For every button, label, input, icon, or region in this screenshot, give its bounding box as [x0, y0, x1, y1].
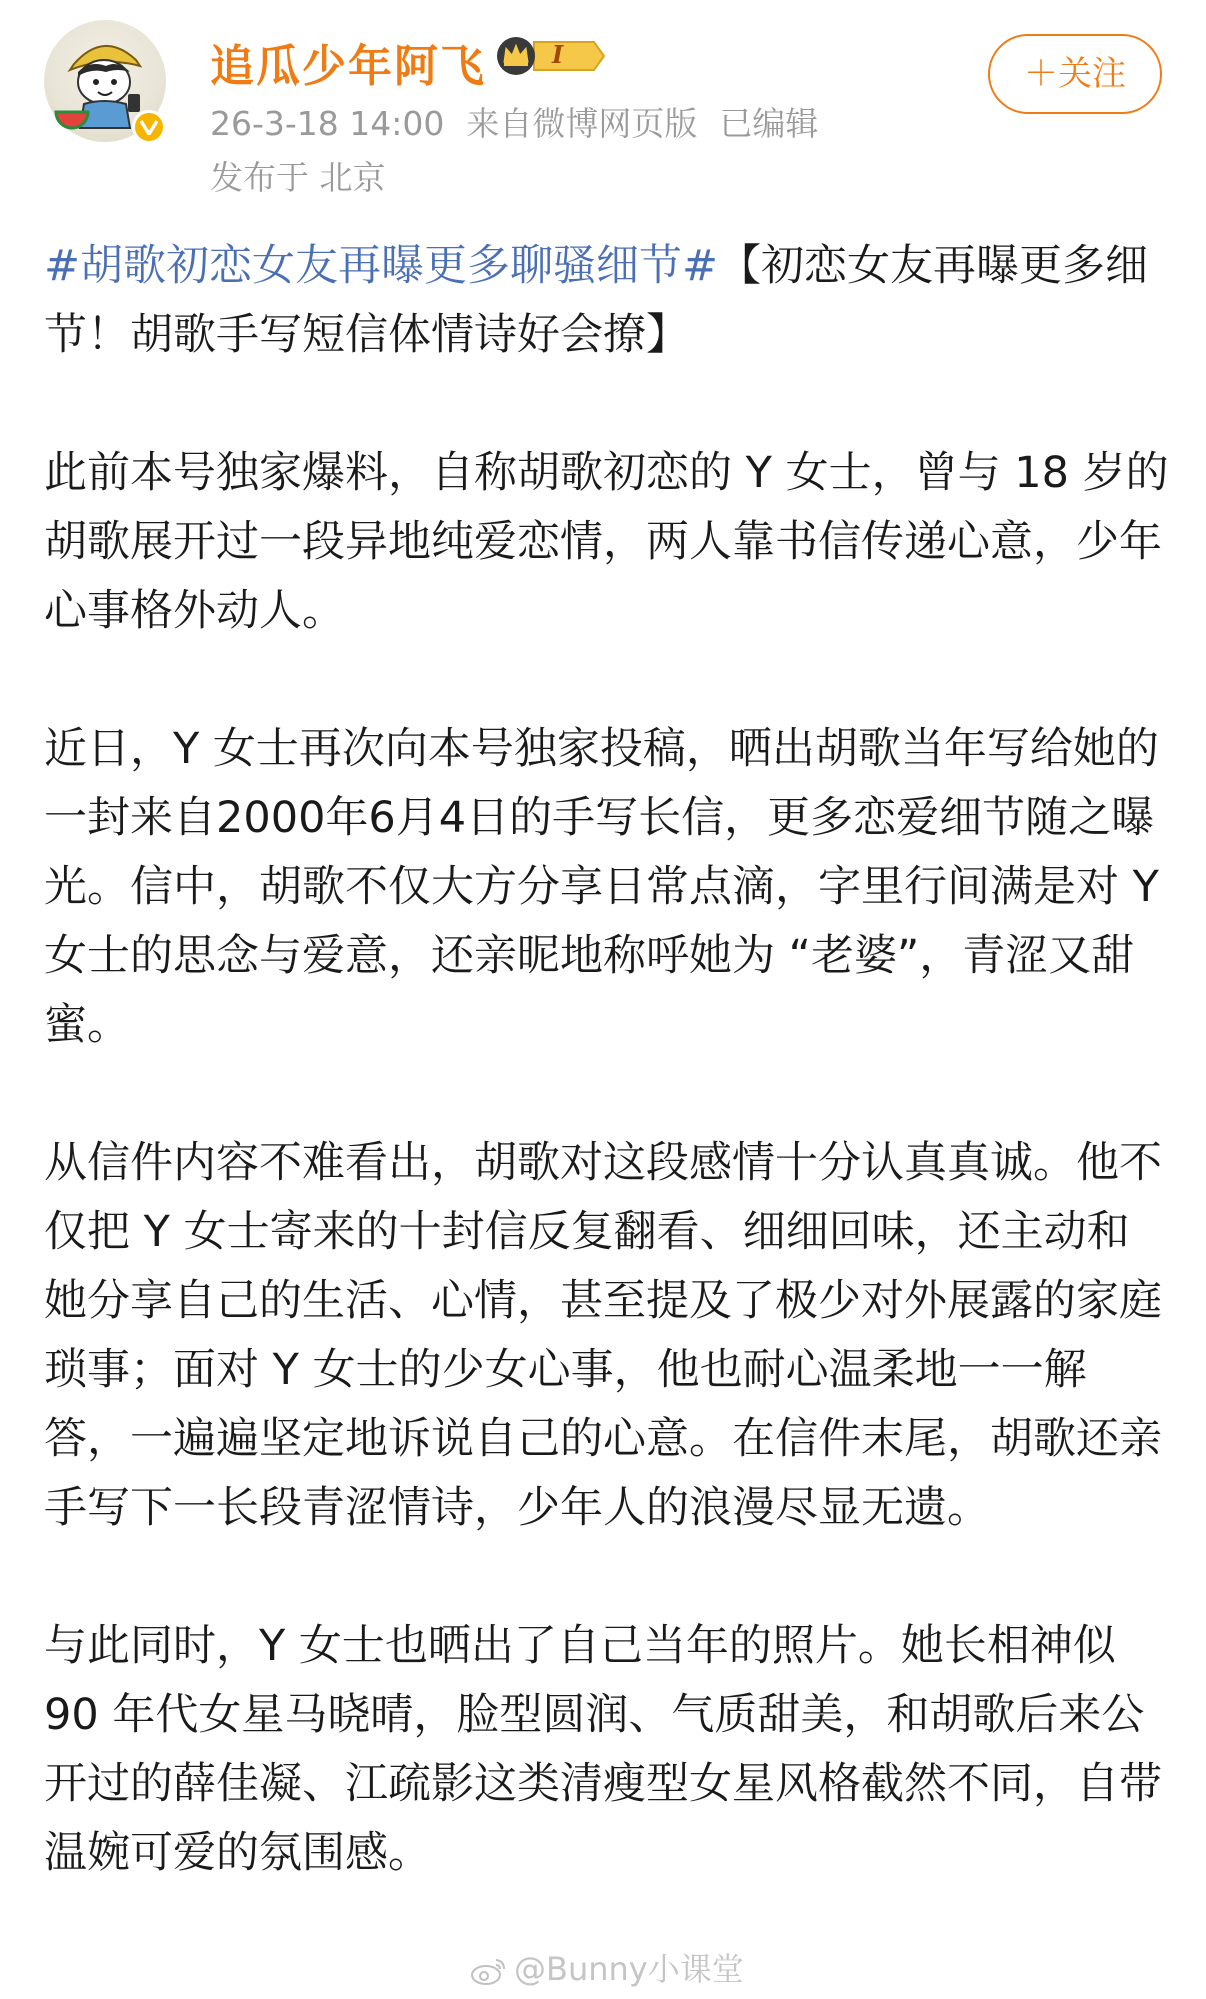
post-source: 来自微博网页版	[466, 104, 698, 143]
post-header	[0, 0, 1206, 200]
post-content	[44, 232, 1170, 1957]
edited-label[interactable]: 已编辑	[719, 104, 819, 143]
weibo-logo-icon	[470, 1956, 508, 1986]
crown-vip-badge-icon[interactable]	[494, 34, 606, 78]
hashtag-link[interactable]: #胡歌初恋女友再曝更多聊骚细节#	[44, 241, 719, 291]
watermark	[470, 1944, 744, 1990]
vip-level: I	[552, 40, 564, 69]
post-time[interactable]: 26-3-18 14:00	[210, 104, 445, 143]
body-paragraph-2: 近日，Y 女士再次向本号独家投稿，晒出胡歌当年写给她的一封来自2000年6月4日的手写长信，更多恋爱细节随之曝光。信中，胡歌不仅大方分享日常点滴，字里行间满是对 Y 女士的思念与爱意，还亲昵地称呼她为 “老婆”，青涩又甜蜜。	[44, 724, 1159, 1050]
headline: 【初恋女友再曝更多细节！胡歌手写短信体情诗好会撩】	[44, 241, 1149, 360]
author-name[interactable]: 追瓜少年阿飞	[210, 41, 486, 92]
post-title-paragraph	[44, 232, 1170, 370]
post-meta	[210, 98, 840, 145]
post-location: 发布于 北京	[210, 158, 386, 197]
verified-v-icon	[132, 110, 166, 144]
body-paragraph-4: 与此同时，Y 女士也晒出了自己当年的照片。她长相神似 90 年代女星马晓晴，脸型圆润、气质甜美，和胡歌后来公开过的薛佳凝、江疏影这类清瘦型女星风格截然不同，自带温婉可爱的氛围感。	[44, 1621, 1162, 1878]
watermark-text: @Bunny小课堂	[514, 1950, 744, 1988]
body-paragraph-1: 此前本号独家爆料，自称胡歌初恋的 Y 女士，曾与 18 岁的胡歌展开过一段异地纯爱恋情，两人靠书信传递心意，少年心事格外动人。	[44, 448, 1169, 636]
body-paragraph-3: 从信件内容不难看出，胡歌对这段感情十分认真真诚。他不仅把 Y 女士寄来的十封信反复翻看、细细回味，还主动和她分享自己的生活、心情，甚至提及了极少对外展露的家庭琐事；面对 Y 女士的少女心事，他也耐心温柔地一一解答，一遍遍坚定地诉说自己的心意。在信件末尾，胡歌还亲手写下一长段青涩情诗，少年人的浪漫尽显无遗。	[44, 1138, 1162, 1533]
follow-button[interactable]: ＋关注	[988, 34, 1162, 114]
